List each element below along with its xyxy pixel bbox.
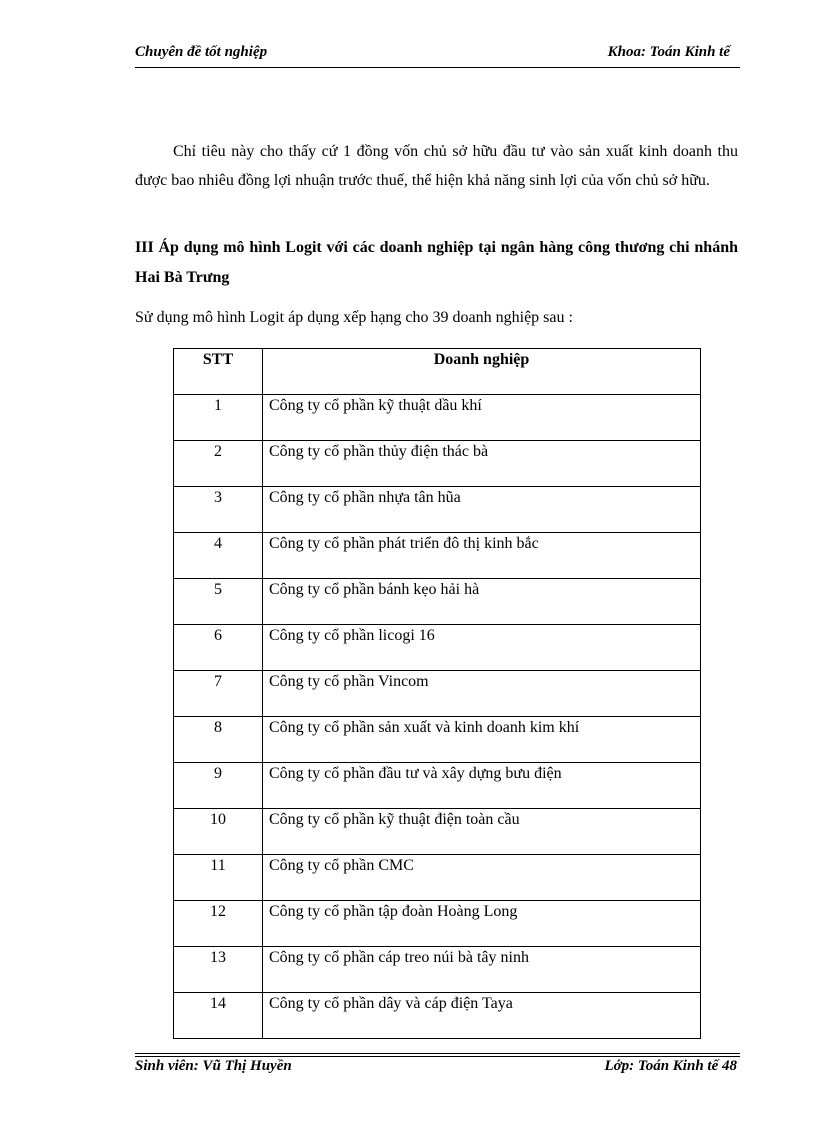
header-divider [135,67,740,68]
section-heading: III Áp dụng mô hình Logit với các doanh nghiệp tại ngân hàng công thương chi nhánh Hai Bà Trưng [135,239,738,286]
body-paragraph: Chỉ tiêu này cho thấy cứ 1 đồng vốn chủ sở hữu đầu tư vào sản xuất kinh doanh thu được bao nhiêu đồng lợi nhuận trước thuế, thể hiện khả năng sinh lợi của vốn chủ sở hữu. [135,143,738,189]
table-row [174,671,701,717]
page-header [135,44,740,66]
row-enterprise-name: Công ty cổ phần tập đoàn Hoàng Long [263,901,701,947]
table-row [174,947,701,993]
row-stt: 13 [174,947,263,993]
row-enterprise-name: Công ty cổ phần nhựa tân hũa [263,487,701,533]
footer-student: Sinh viên: Vũ Thị Huyền [135,1058,292,1074]
table-row [174,993,701,1039]
row-stt: 4 [174,533,263,579]
row-stt: 12 [174,901,263,947]
row-enterprise-name: Công ty cổ phần dây và cáp điện Taya [263,993,701,1039]
row-stt: 14 [174,993,263,1039]
header-left-title: Chuyên đề tốt nghiệp [135,44,268,60]
intro-sentence: Sử dụng mô hình Logit áp dụng xếp hạng cho 39 doanh nghiệp sau : [135,309,573,326]
footer-class: Lớp: Toán Kinh tế 48 [604,1058,737,1074]
row-stt: 9 [174,763,263,809]
row-enterprise-name: Công ty cổ phần CMC [263,855,701,901]
row-enterprise-name: Công ty cổ phần đầu tư và xây dựng bưu điện [263,763,701,809]
table-row [174,763,701,809]
footer-divider [135,1053,740,1054]
table-row [174,533,701,579]
row-enterprise-name: Công ty cổ phần bánh kẹo hải hà [263,579,701,625]
footer-divider-thin [135,1056,740,1057]
table-header-row [174,349,701,395]
row-enterprise-name: Công ty cổ phần Vincom [263,671,701,717]
row-enterprise-name: Công ty cổ phần thủy điện thác bà [263,441,701,487]
header-right-faculty: Khoa: Toán Kinh tế [607,44,730,60]
row-enterprise-name: Công ty cổ phần kỹ thuật điện toàn cầu [263,809,701,855]
row-stt: 7 [174,671,263,717]
row-stt: 5 [174,579,263,625]
row-stt: 3 [174,487,263,533]
table-row [174,395,701,441]
row-stt: 11 [174,855,263,901]
table-row [174,441,701,487]
row-enterprise-name: Công ty cổ phần phát triển đô thị kinh bắc [263,533,701,579]
enterprise-table [173,348,701,1039]
column-header-enterprise: Doanh nghiệp [263,349,701,395]
table-body [174,395,701,1039]
table-row [174,487,701,533]
row-stt: 10 [174,809,263,855]
row-enterprise-name: Công ty cổ phần licogi 16 [263,625,701,671]
column-header-stt: STT [174,349,263,395]
table-row [174,901,701,947]
row-enterprise-name: Công ty cổ phần cáp treo núi bà tây ninh [263,947,701,993]
table-row [174,717,701,763]
row-enterprise-name: Công ty cổ phần sản xuất và kinh doanh kim khí [263,717,701,763]
row-stt: 1 [174,395,263,441]
row-stt: 8 [174,717,263,763]
row-stt: 2 [174,441,263,487]
table-row [174,855,701,901]
table-row [174,579,701,625]
table-row [174,625,701,671]
row-enterprise-name: Công ty cổ phần kỹ thuật dầu khí [263,395,701,441]
row-stt: 6 [174,625,263,671]
page-footer [135,1058,740,1080]
table-row [174,809,701,855]
